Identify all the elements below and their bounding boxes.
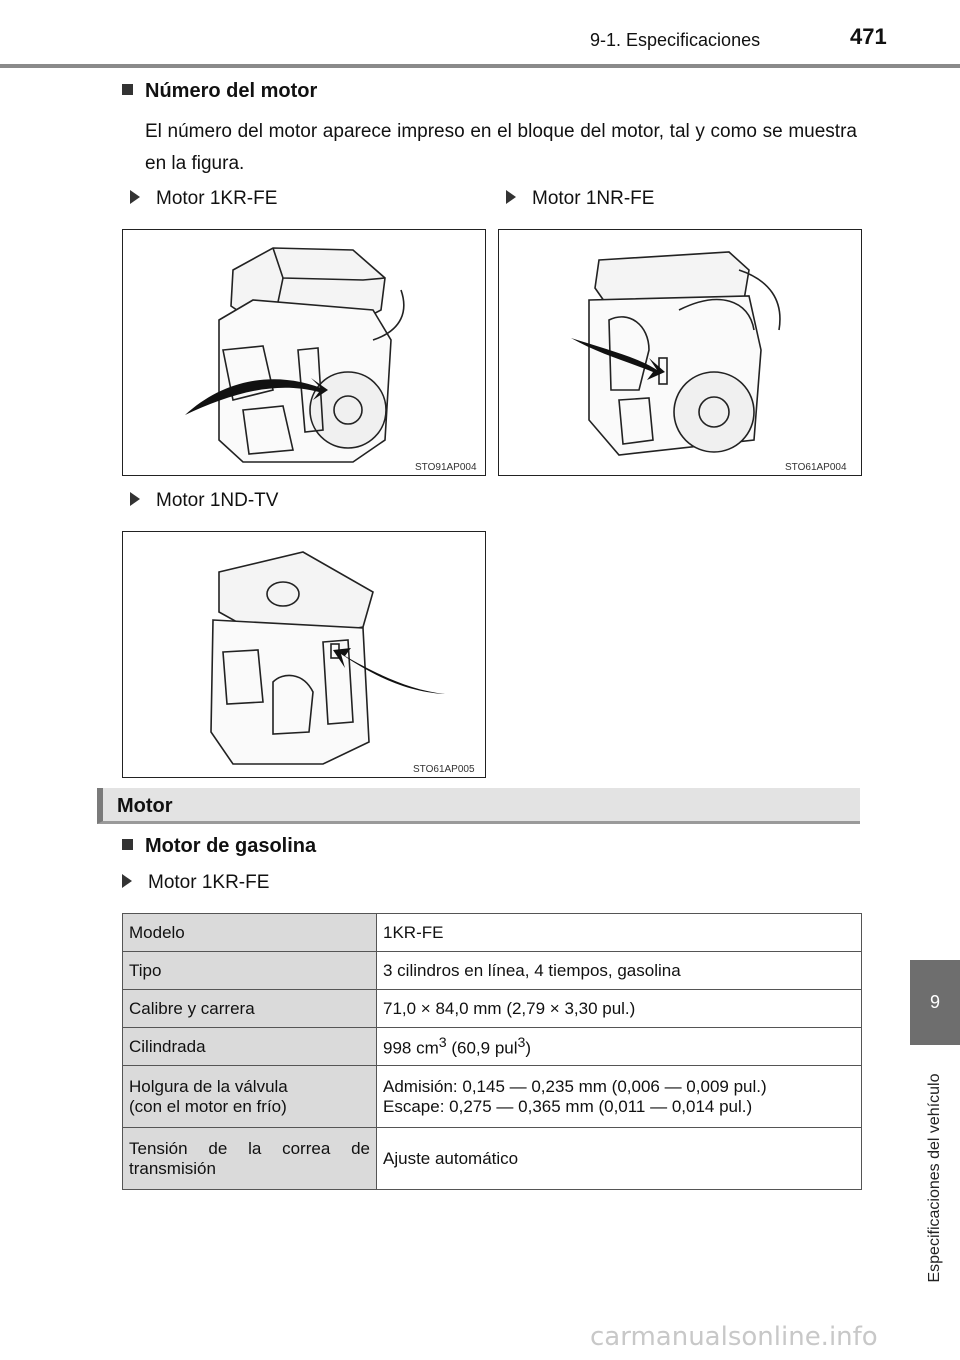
figure-label-1kr-text: Motor 1KR-FE: [156, 188, 278, 209]
displacement-superscript: 3: [438, 1034, 447, 1051]
motor-section-bar: [97, 788, 860, 824]
triangle-bullet-icon: [122, 874, 132, 888]
spec-key-line: (con el motor en frío): [129, 1096, 287, 1116]
chapter-number: 9: [929, 992, 940, 1012]
triangle-bullet-icon: [130, 492, 140, 506]
spec-value: Ajuste automático: [377, 1128, 862, 1190]
gasoline-engine-heading-text: Motor de gasolina: [145, 835, 317, 857]
table-label-1kr-text: Motor 1KR-FE: [148, 872, 270, 893]
displacement-value-imperial: (60,9 pul: [446, 1038, 518, 1058]
spec-key-line: Tensión de la correa de: [129, 1138, 370, 1158]
square-bullet-icon: [122, 84, 133, 95]
engine-drawing-1kr: [123, 230, 485, 475]
engine-number-paragraph: El número del motor aparece impreso en el bloque del motor, tal y como se muestra en la figura.: [145, 121, 857, 174]
running-header-section: 9-1. Especificaciones: [590, 30, 761, 50]
table-row: [123, 990, 862, 1028]
table-row: [123, 1028, 862, 1066]
displacement-superscript: 3: [517, 1034, 526, 1051]
motor-section-title: Motor: [117, 795, 173, 817]
engine-number-heading-text: Número del motor: [145, 80, 318, 102]
figure-label-1nr: [506, 188, 654, 210]
chapter-title-tab: [910, 1045, 960, 1310]
figure-label-1nr-text: Motor 1NR-FE: [532, 188, 655, 209]
table-row: [123, 914, 862, 952]
spec-value-line: Admisión: 0,145 — 0,235 mm (0,006 — 0,009 pul.): [383, 1076, 767, 1096]
figure-code-1kr: STO91AP004: [415, 462, 477, 473]
figure-label-1kr: [130, 188, 277, 210]
spec-value: 1KR-FE: [377, 914, 862, 952]
triangle-bullet-icon: [506, 190, 516, 204]
engine-number-heading: [122, 80, 317, 103]
spec-key: [123, 1128, 377, 1190]
spec-key: Cilindrada: [123, 1028, 377, 1066]
spec-value-line: Escape: 0,275 — 0,365 mm (0,011 — 0,014 pul.): [383, 1096, 753, 1116]
spec-key: Modelo: [123, 914, 377, 952]
figure-label-1nd-text: Motor 1ND-TV: [156, 490, 279, 511]
spec-value: [377, 1028, 862, 1066]
header-rule: [0, 64, 960, 68]
figure-code-1nr: STO61AP004: [785, 462, 847, 473]
spec-key-line: Holgura de la válvula: [129, 1076, 288, 1096]
figure-code-1nd: STO61AP005: [413, 764, 475, 775]
spec-value: 3 cilindros en línea, 4 tiempos, gasolina: [377, 952, 862, 990]
square-bullet-icon: [122, 839, 133, 850]
spec-key: Calibre y carrera: [123, 990, 377, 1028]
engine-figure-1nr: [498, 229, 862, 476]
chapter-title: Especificaciones del vehículo: [926, 1072, 943, 1283]
spec-value: 71,0 × 84,0 mm (2,79 × 3,30 pul.): [377, 990, 862, 1028]
chapter-tab: [910, 960, 960, 1045]
gasoline-engine-heading: [122, 835, 316, 858]
engine-spec-table: [122, 913, 862, 1190]
displacement-value: 998 cm: [383, 1038, 439, 1058]
table-row: [123, 1066, 862, 1128]
figure-label-1nd: [130, 490, 278, 512]
table-label-1kr: [122, 872, 269, 894]
engine-figure-1kr: [122, 229, 486, 476]
spec-key: [123, 1066, 377, 1128]
table-row: [123, 952, 862, 990]
engine-drawing-1nd: [123, 532, 485, 777]
engine-figure-1nd: [122, 531, 486, 778]
page-number: 471: [850, 24, 887, 49]
spec-key: Tipo: [123, 952, 377, 990]
triangle-bullet-icon: [130, 190, 140, 204]
spec-value: [377, 1066, 862, 1128]
engine-drawing-1nr: [499, 230, 861, 475]
watermark: carmanualsonline.info: [590, 1322, 878, 1352]
displacement-closing: ): [525, 1038, 532, 1058]
spec-key-line: transmisión: [129, 1158, 216, 1178]
table-row: [123, 1128, 862, 1190]
